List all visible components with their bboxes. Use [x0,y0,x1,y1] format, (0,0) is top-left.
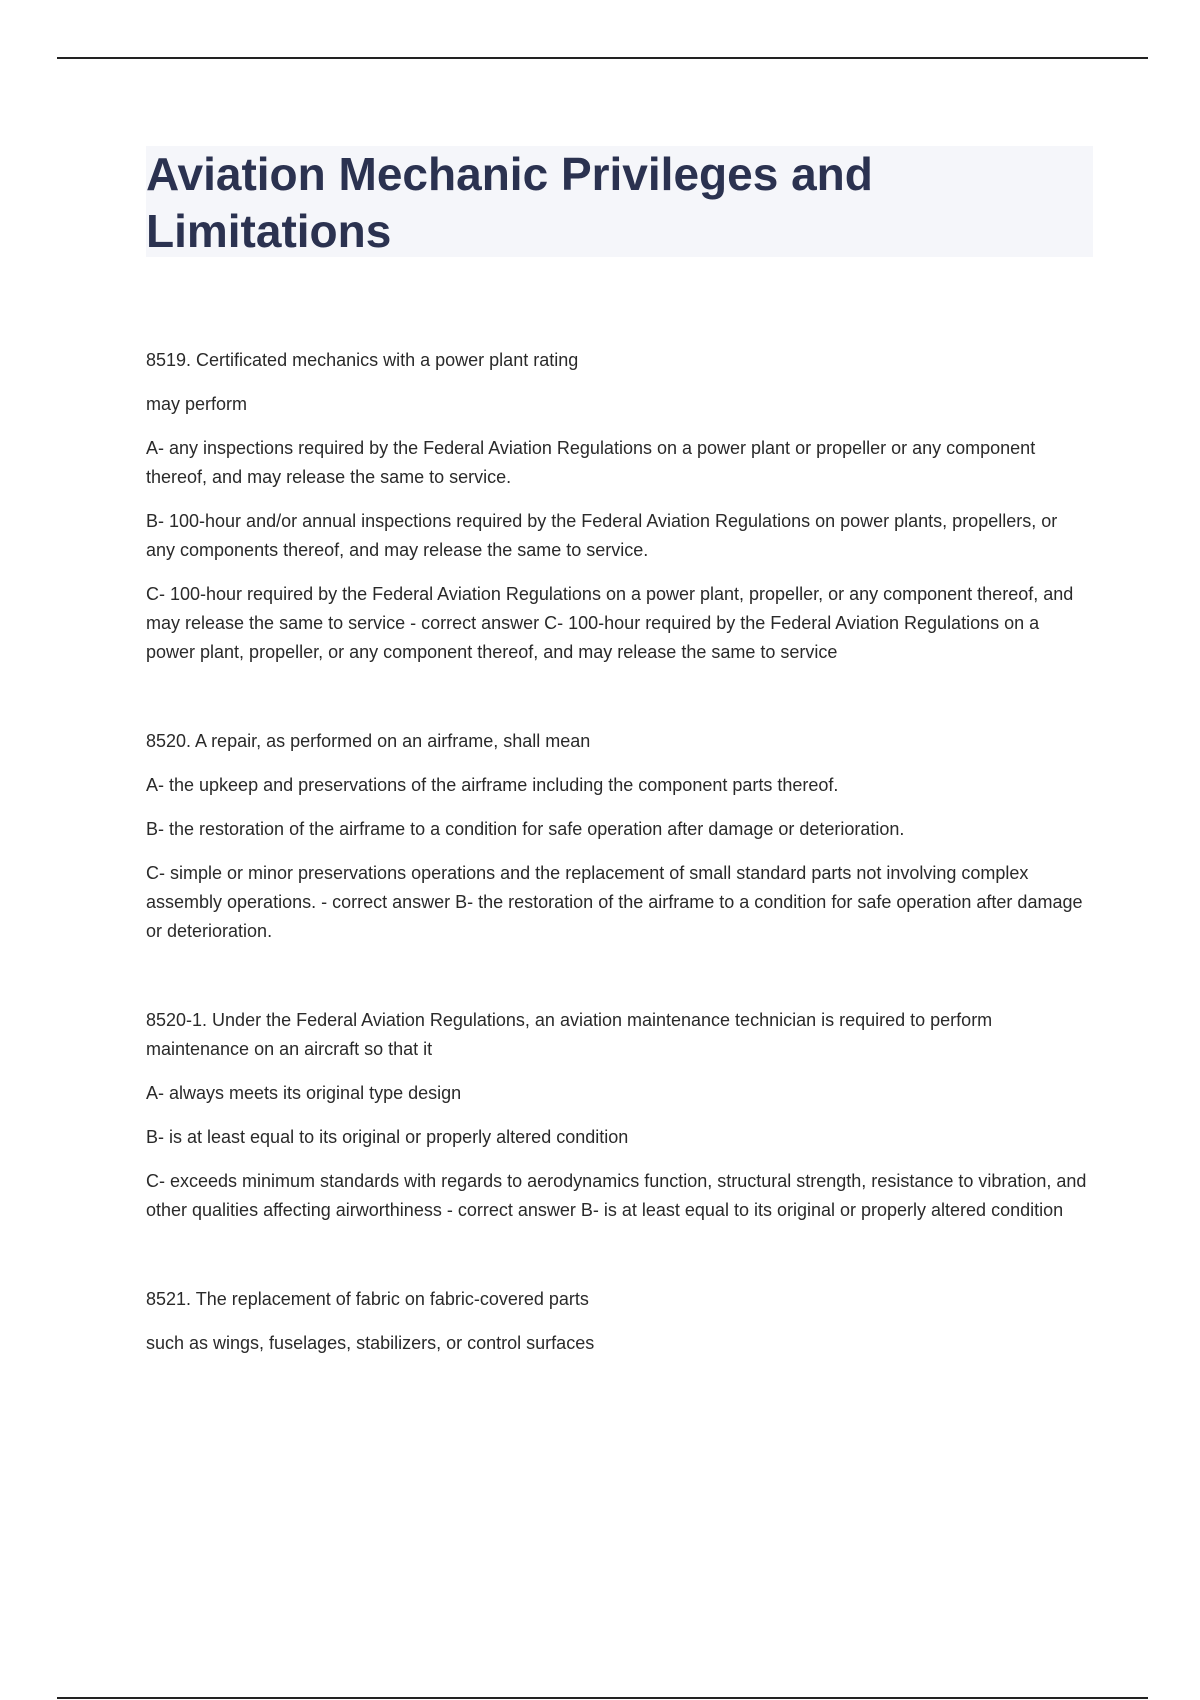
question-list [146,346,1091,1418]
option-a: A- any inspections required by the Federal Aviation Regulations on a power plant or propeller or any component thereof, and may release the same to service. [146,438,1036,487]
footer-rule [57,1697,1148,1699]
question-stem: 8520-1. Under the Federal Aviation Regulations, an aviation maintenance technician is required to perform maintenance on an aircraft so that it [146,1010,993,1059]
option-b: B- the restoration of the airframe to a condition for safe operation after damage or deterioration. [146,819,905,839]
option-b: B- 100-hour and/or annual inspections required by the Federal Aviation Regulations on power plants, propellers, or any components thereof, and may release the same to service. [146,511,1058,560]
option-a: A- always meets its original type design [146,1083,462,1103]
question-8521 [146,1285,1091,1358]
question-stem: 8520. A repair, as performed on an airframe, shall mean [146,731,591,751]
document-title: Aviation Mechanic Privileges and Limitations [146,148,873,257]
title-banner [146,146,1093,257]
option-c-with-answer: C- exceeds minimum standards with regards to aerodynamics function, structural strength, resistance to vibration, and other qualities affecting airworthiness - correct answer B- is at least equal to its original or properly altered condition [146,1171,1087,1220]
option-b: B- is at least equal to its original or properly altered condition [146,1127,629,1147]
header-rule [57,57,1148,59]
question-8520-1 [146,1006,1091,1225]
option-c-with-answer: C- 100-hour required by the Federal Aviation Regulations on a power plant, propeller, or any component thereof, and may release the same to service - correct answer C- 100-hour required by the Federal Aviation Regulations on a power plant, propeller, or any component thereof, and may release the same to service [146,584,1074,662]
question-8519 [146,346,1091,667]
question-stem-cont: such as wings, fuselages, stabilizers, or control surfaces [146,1333,595,1353]
option-a: A- the upkeep and preservations of the airframe including the component parts thereof. [146,775,839,795]
question-stem: 8521. The replacement of fabric on fabric-covered parts [146,1289,589,1309]
question-stem-cont: may perform [146,394,248,414]
option-c-with-answer: C- simple or minor preservations operations and the replacement of small standard parts not involving complex assembly operations. - correct answer B- the restoration of the airframe to a condition for safe operation after damage or deterioration. [146,863,1083,941]
question-stem: 8519. Certificated mechanics with a power plant rating [146,350,579,370]
question-8520 [146,727,1091,946]
